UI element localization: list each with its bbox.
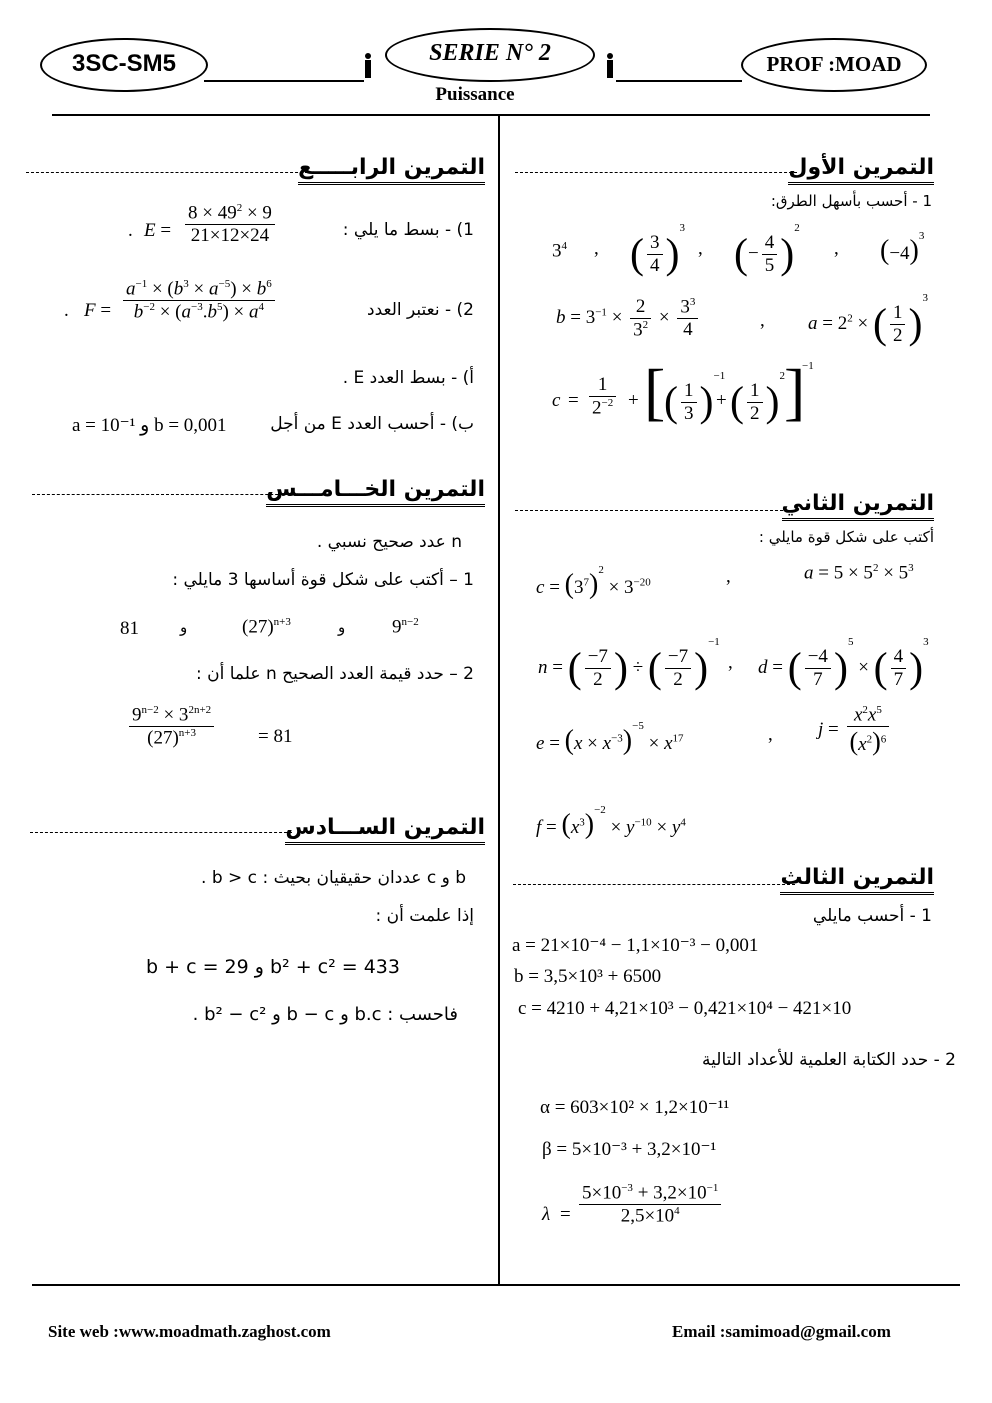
- class-label-oval: [40, 38, 208, 92]
- prof-label-oval: [741, 38, 927, 92]
- footer-email: Email :samimoad@gmail.com: [672, 1322, 891, 1341]
- ex3-dash: [513, 884, 795, 885]
- ex5-intro: n عدد صحيح نسبي .: [316, 532, 462, 552]
- ex3-c: c = 4210 + 4,21×10³ − 0,421×10⁴ − 421×10: [518, 998, 852, 1019]
- ex5-dash: [32, 494, 298, 495]
- ex4-title: التمرين الرابـــــع: [298, 154, 485, 185]
- ex6-dash: [30, 832, 292, 833]
- ex3-title: التمرين الثالث: [780, 864, 934, 895]
- ex6-compute: فاحسب : b.c و b − c و b² − c² .: [192, 1004, 458, 1025]
- prof-label: PROF :MOAD: [766, 52, 902, 76]
- subject-title: Puissance: [435, 84, 515, 105]
- ex2-intro: أكتب على شكل قوة مايلي :: [758, 528, 934, 546]
- ex2-row4: $f = (x^3)^{-2} \times y^{-10} \times y^4$: [536, 804, 686, 840]
- ex2-row3: $e = (x \times x^{-3})^{-5} \times x^{17}$ , j = $\frac{x^2x^5}{(x^2)^6}$: [536, 700, 946, 780]
- ex1-q1: 1 - أحسب بأسهل الطرق:: [770, 192, 932, 210]
- bottom-rule: [32, 1284, 960, 1286]
- ex2-row1: $c = (3^7)^2 \times 3^{-20}$ , $a = 5 \times 5^2 \times 5^3$: [536, 562, 914, 600]
- ex6-intro: b و c عددان حقيقيان بحيث : b > c .: [201, 868, 466, 888]
- ex1-row2: $b = 3^{-1}$ × $\frac{2}{3^2}$ × $\frac{3^3}{4}$ , $a = 2^2$ × ( $\frac{1}{2}$ )$^3$: [556, 292, 928, 348]
- column-divider: [498, 116, 500, 1284]
- ex4-qa: أ) - بسط العدد E .: [342, 368, 474, 388]
- top-rule: [52, 114, 930, 116]
- serie-label-oval: [385, 28, 595, 82]
- ex1-dash: [515, 172, 797, 173]
- ex4-E-formula: . E = $\frac{8 \times 49^2 \times 9}{21\times 12\times 24}$: [128, 200, 318, 264]
- ex3-q1: 1 - أحسب مايلي: [812, 906, 932, 926]
- ex4-q1: 1) - بسط ما يلي :: [342, 220, 474, 240]
- ex4-dash: [26, 172, 308, 173]
- ex6-title: التمرين الســـادس: [285, 814, 485, 845]
- ex4-qb-values: a = 10⁻¹ و b = 0,001: [72, 415, 227, 436]
- ex1-title: التمرين الأول: [788, 154, 934, 185]
- ex4-F-formula: . F = $\frac{a^{-1} \times (b^3 \times a^{-5}) \times b^6}{b^{-2} \times (a^{-3}.b^5) \times a^4}$: [64, 276, 334, 346]
- ex1-row3: c = $\frac{1}{2^{-2}}$ + [ ( $\frac{1}{3}$ )$^{-1}$ + ( $\frac{1}{2}$ )$^2$ ] −1: [552, 356, 814, 427]
- ex3-beta: β = 5×10⁻³ + 3,2×10⁻¹: [542, 1139, 717, 1160]
- ex3-b: b = 3,5×10³ + 6500: [514, 966, 662, 987]
- ex4-qb: ب) - أحسب العدد E من أجل: [270, 414, 474, 434]
- header-line-right: [616, 80, 742, 82]
- ex3-alpha: α = 603×10² × 1,2×10⁻¹¹: [540, 1097, 730, 1118]
- pawn-icon-right: [604, 52, 616, 78]
- serie-label: SERIE N° 2: [429, 40, 551, 66]
- pawn-icon-left: [362, 52, 374, 78]
- ex4-q2: 2) - نعتبر العدد: [367, 300, 474, 320]
- ex6-know: إذا علمت أن :: [375, 906, 474, 926]
- ex3-lambda: λ = $\frac{5\times 10^{-3} + 3,2\times 10^{-1}}{2,5\times 10^4}$: [542, 1182, 792, 1248]
- ex2-title: التمرين الثاني: [782, 490, 935, 521]
- ex5-expressions: 81 و $(27)^{n+3}$ و $9^{n-2}$: [120, 616, 419, 639]
- ex6-eq: b² + c² = 433 و b + c = 29: [146, 956, 400, 978]
- ex5-q1: 1 – أكتب على شكل قوة أساسها 3 مايلي :: [172, 570, 474, 590]
- ex2-row2: n = ( $\frac{-7}{2}$ ) ÷ ( $\frac{-7}{2}$ )$^{-1}$ , d = ( $\frac{-4}{7}$ )$^5$ × ( $\frac{4}{7}$ )$^3$: [538, 636, 929, 692]
- class-label: 3SC-SM5: [71, 50, 177, 77]
- ex3-q2: 2 - حدد الكتابة العلمية للأعداد التالية: [702, 1050, 956, 1070]
- ex1-row1: $3^4$ , ( $\frac{3}{4}$ )$^3$ , (− $\frac{4}{5}$ )$^2$ , $(-4)^3$: [552, 222, 925, 278]
- ex2-dash: [515, 510, 793, 511]
- ex5-title: التمرين الخـــامـــس: [266, 476, 485, 507]
- ex3-a: a = 21×10⁻⁴ − 1,1×10⁻³ − 0,001: [512, 935, 759, 956]
- header-line-left: [204, 80, 364, 82]
- ex5-equation: $\frac{9^{n-2} \times 3^{2n+2}}{(27)^{n+3}}$ = 81: [126, 704, 326, 774]
- ex5-q2: 2 – حدد قيمة العدد الصحيح n علما أن :: [196, 664, 474, 684]
- footer-site: Site web :www.moadmath.zaghost.com: [48, 1322, 331, 1341]
